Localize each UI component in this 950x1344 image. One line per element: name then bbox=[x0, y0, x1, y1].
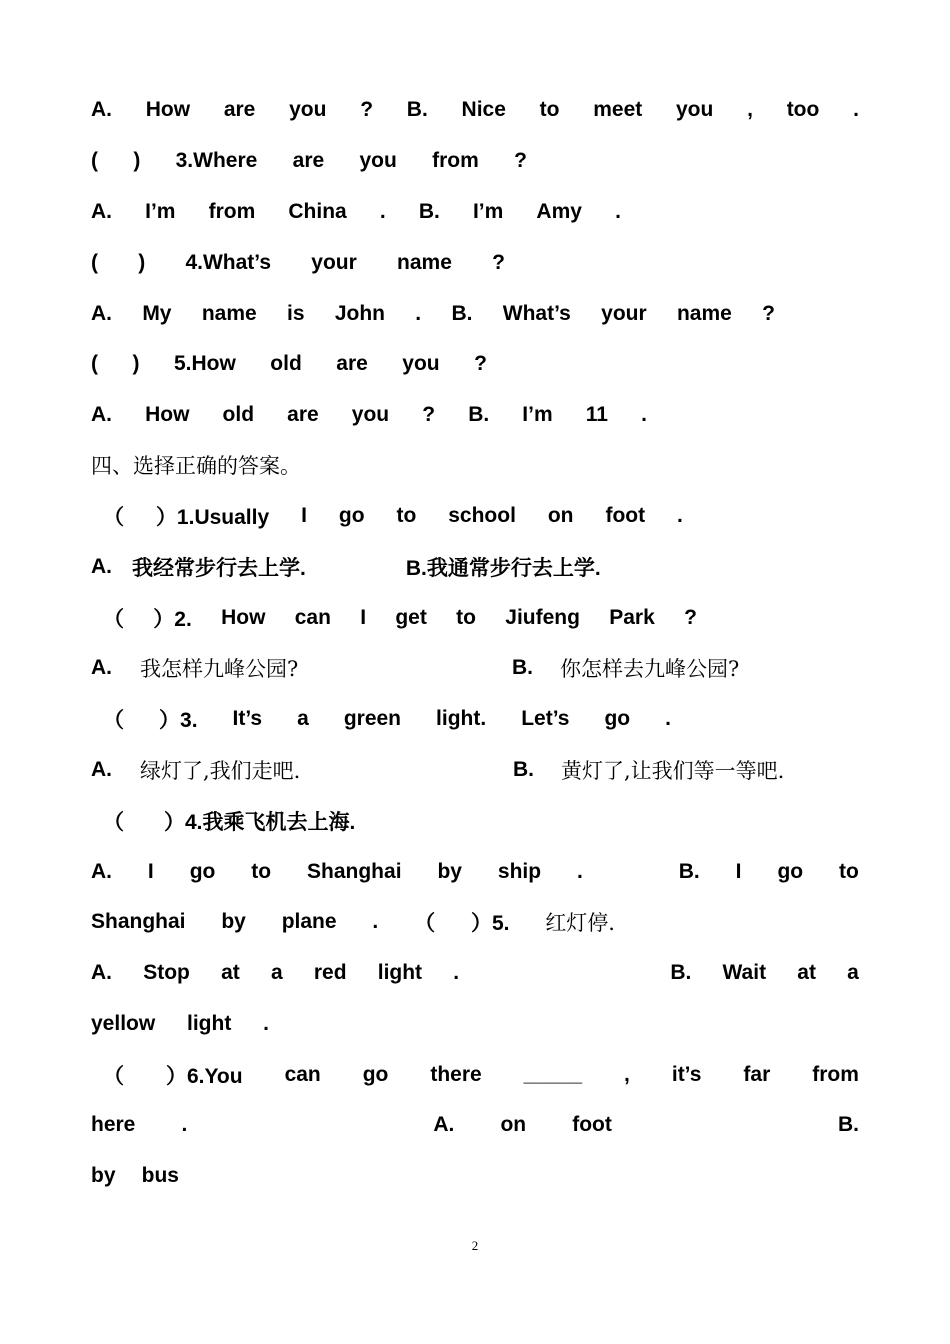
text-token: A. bbox=[91, 656, 112, 679]
text-token: name bbox=[201, 302, 257, 325]
text-token: foot bbox=[572, 1113, 612, 1136]
text-token: by bbox=[221, 910, 246, 933]
text-token: China bbox=[288, 200, 347, 223]
text-token: . bbox=[453, 961, 460, 984]
answer-blank-open[interactable]: （ bbox=[103, 608, 124, 631]
text-token: I bbox=[735, 860, 742, 883]
answer-options-s4-4-cont bbox=[91, 906, 615, 938]
text-token: bus bbox=[141, 1164, 179, 1187]
text-token: plane bbox=[281, 910, 337, 933]
text-token: B.我通常步行去上学. bbox=[405, 557, 601, 580]
text-token: 绿灯了,我们走吧. bbox=[140, 759, 301, 783]
text-token: ）1.Usually bbox=[155, 506, 270, 529]
text-token: by bbox=[91, 1164, 116, 1187]
text-token: ? bbox=[762, 302, 775, 325]
question-s4-2 bbox=[103, 602, 697, 634]
text-token: 4.What’s bbox=[185, 251, 272, 274]
text-token: Let’s bbox=[521, 707, 570, 730]
text-token: ? bbox=[514, 149, 527, 172]
answer-blank-open[interactable]: （ bbox=[103, 1065, 124, 1088]
text-token: Nice bbox=[461, 98, 506, 121]
text-token: I bbox=[301, 504, 307, 527]
text-token: What’s bbox=[502, 302, 571, 325]
text-token: get bbox=[395, 606, 427, 629]
text-token: light. bbox=[436, 707, 487, 730]
text-token: ）3. bbox=[159, 709, 198, 732]
text-token: B. bbox=[678, 860, 700, 883]
text-token: there bbox=[430, 1063, 482, 1086]
text-token: here bbox=[91, 1113, 136, 1136]
answer-options-s4-6-cont bbox=[91, 1160, 179, 1192]
text-token: Shanghai bbox=[91, 910, 186, 933]
text-token: to bbox=[839, 860, 859, 883]
text-token: are bbox=[336, 352, 368, 375]
text-token: ship bbox=[497, 860, 542, 883]
text-token: A. bbox=[91, 302, 112, 325]
question-5 bbox=[91, 348, 487, 380]
question-s4-4 bbox=[103, 805, 403, 837]
text-token: from bbox=[208, 200, 256, 223]
text-token: go bbox=[604, 707, 631, 730]
answer-options-q5 bbox=[91, 399, 647, 431]
answer-options-s4-5-cont bbox=[91, 1008, 269, 1040]
text-token: on bbox=[500, 1113, 527, 1136]
text-token: ）6.You bbox=[165, 1065, 243, 1088]
text-token: 黄灯了,让我们等一等吧. bbox=[561, 759, 785, 783]
text-token: Wait bbox=[722, 961, 767, 984]
text-token: 你怎样去九峰公园? bbox=[560, 657, 740, 681]
text-token: 红灯停. bbox=[545, 911, 615, 935]
text-token: to bbox=[456, 606, 476, 629]
text-token: A. bbox=[433, 1113, 455, 1136]
text-token: light bbox=[377, 961, 423, 984]
question-4 bbox=[91, 247, 505, 279]
text-token: it’s bbox=[671, 1063, 702, 1086]
text-token: I’m bbox=[522, 403, 553, 426]
text-token: from bbox=[812, 1063, 859, 1086]
text-token: B. bbox=[418, 200, 440, 223]
text-token: are bbox=[292, 149, 325, 172]
text-token: name bbox=[676, 302, 732, 325]
answer-blank-close: ) bbox=[132, 352, 140, 375]
answer-blank-open[interactable]: ( bbox=[91, 251, 98, 274]
text-token: . bbox=[615, 200, 621, 223]
text-token: at bbox=[797, 961, 816, 984]
text-token: can bbox=[284, 1063, 321, 1086]
page-number: 2 bbox=[471, 1238, 479, 1253]
text-token: is bbox=[286, 302, 305, 325]
answer-blank-open[interactable]: （ bbox=[103, 811, 124, 834]
text-token: A. bbox=[91, 98, 112, 121]
text-token: old bbox=[222, 403, 255, 426]
text-token: light bbox=[187, 1012, 232, 1035]
text-token: . bbox=[372, 910, 379, 933]
text-token: name bbox=[397, 251, 452, 274]
text-token: A. bbox=[91, 961, 112, 984]
text-token: 5.How bbox=[173, 352, 236, 375]
text-token: , bbox=[747, 98, 753, 121]
text-token: It’s bbox=[232, 707, 263, 730]
answer-blank-open[interactable]: ( bbox=[91, 352, 98, 375]
text-token: your bbox=[311, 251, 357, 274]
text-token: John bbox=[334, 302, 385, 325]
question-3 bbox=[91, 145, 527, 177]
text-token: you bbox=[402, 352, 440, 375]
text-token: yellow bbox=[91, 1012, 156, 1035]
text-token: to bbox=[251, 860, 272, 883]
text-token: ）4.我乘飞机去上海. bbox=[164, 811, 356, 834]
answer-options-s4-6 bbox=[91, 1109, 859, 1141]
answer-blank-open[interactable]: （ bbox=[103, 506, 124, 529]
text-token: . bbox=[853, 98, 859, 121]
text-token: ? bbox=[474, 352, 487, 375]
text-token: you bbox=[289, 98, 327, 121]
answer-blank-open[interactable]: （ bbox=[103, 709, 124, 732]
text-token: My bbox=[142, 302, 172, 325]
answer-blank-close: ) bbox=[138, 251, 146, 274]
text-token: How bbox=[221, 606, 266, 629]
text-token: ? bbox=[684, 606, 697, 629]
text-token: your bbox=[601, 302, 647, 325]
text-token: B. bbox=[670, 961, 692, 984]
question-s4-1 bbox=[103, 500, 683, 532]
text-token: go bbox=[189, 860, 216, 883]
text-token: . bbox=[379, 200, 386, 223]
fill-in-blank[interactable]: _____ bbox=[523, 1063, 583, 1086]
text-token: ）2. bbox=[153, 608, 192, 631]
text-token: . bbox=[263, 1012, 269, 1035]
answer-options-q2 bbox=[91, 94, 859, 126]
answer-options-q4 bbox=[91, 298, 775, 330]
text-token: B. bbox=[513, 758, 534, 781]
text-token: green bbox=[343, 707, 402, 730]
text-token: 我怎样九峰公园? bbox=[140, 657, 299, 681]
answer-options-s4-2 bbox=[91, 652, 777, 684]
answer-options-s4-1 bbox=[91, 551, 695, 583]
text-token: a bbox=[270, 961, 283, 984]
question-s4-6 bbox=[103, 1059, 859, 1091]
text-token: B. bbox=[406, 98, 428, 121]
text-token: go bbox=[362, 1063, 389, 1086]
text-token: How bbox=[145, 403, 190, 426]
text-token: 3.Where bbox=[175, 149, 258, 172]
text-token: I bbox=[147, 860, 154, 883]
answer-options-s4-3 bbox=[91, 754, 831, 786]
text-token: meet bbox=[593, 98, 643, 121]
text-token: you bbox=[359, 149, 397, 172]
text-token: . bbox=[415, 302, 422, 325]
text-token: Stop bbox=[143, 961, 190, 984]
section-title: 四、选择正确的答案。 bbox=[91, 454, 301, 478]
text-token: a bbox=[847, 961, 859, 984]
text-token: Amy bbox=[536, 200, 582, 223]
text-token: . bbox=[181, 1113, 188, 1136]
text-token: ? bbox=[492, 251, 505, 274]
text-token: 11 bbox=[585, 403, 608, 426]
text-token: A. bbox=[91, 555, 112, 578]
text-token: ? bbox=[360, 98, 374, 121]
text-token: you bbox=[676, 98, 714, 121]
text-token: at bbox=[221, 961, 240, 984]
question-s4-3 bbox=[103, 703, 671, 735]
text-token: from bbox=[432, 149, 479, 172]
answer-blank-close: ) bbox=[133, 149, 141, 172]
text-token: How bbox=[145, 98, 191, 121]
text-token: ? bbox=[422, 403, 436, 426]
answer-blank-open[interactable]: （ bbox=[414, 912, 436, 935]
answer-options-s4-4 bbox=[91, 856, 859, 888]
text-token: far bbox=[743, 1063, 771, 1086]
text-token: on bbox=[547, 504, 574, 527]
text-token: a bbox=[297, 707, 309, 730]
text-token: I’m bbox=[472, 200, 504, 223]
answer-blank-open[interactable]: ( bbox=[91, 149, 98, 172]
text-token: can bbox=[294, 606, 331, 629]
answer-options-q3 bbox=[91, 196, 621, 228]
text-token: I’m bbox=[145, 200, 176, 223]
text-token: Park bbox=[609, 606, 655, 629]
text-token: Jiufeng bbox=[505, 606, 580, 629]
text-token: are bbox=[223, 98, 256, 121]
text-token: by bbox=[437, 860, 462, 883]
text-token: B. bbox=[468, 403, 490, 426]
text-token: are bbox=[287, 403, 319, 426]
text-token: A. bbox=[91, 403, 112, 426]
text-token: A. bbox=[91, 200, 112, 223]
text-token: I bbox=[360, 606, 367, 629]
text-token: Shanghai bbox=[307, 860, 402, 883]
text-token: go bbox=[338, 504, 365, 527]
text-token: , bbox=[624, 1063, 630, 1086]
text-token: to bbox=[396, 504, 417, 527]
answer-options-s4-5 bbox=[91, 957, 859, 989]
text-token: red bbox=[313, 961, 347, 984]
text-token: . bbox=[665, 707, 671, 730]
text-token: . bbox=[576, 860, 583, 883]
text-token: B. bbox=[837, 1113, 859, 1136]
text-token: school bbox=[448, 504, 516, 527]
text-token: B. bbox=[451, 302, 473, 325]
text-token: B. bbox=[512, 656, 533, 679]
text-token: ）5. bbox=[470, 912, 510, 935]
text-token: A. bbox=[91, 860, 112, 883]
text-token: . bbox=[677, 504, 683, 527]
text-token: foot bbox=[605, 504, 646, 527]
text-token: A. bbox=[91, 758, 112, 781]
text-token: go bbox=[777, 860, 804, 883]
text-token: 我经常步行去上学. bbox=[132, 557, 306, 580]
text-token: old bbox=[270, 352, 302, 375]
text-token: to bbox=[539, 98, 560, 121]
text-token: you bbox=[351, 403, 390, 426]
text-token: . bbox=[641, 403, 647, 426]
text-token: too bbox=[786, 98, 820, 121]
